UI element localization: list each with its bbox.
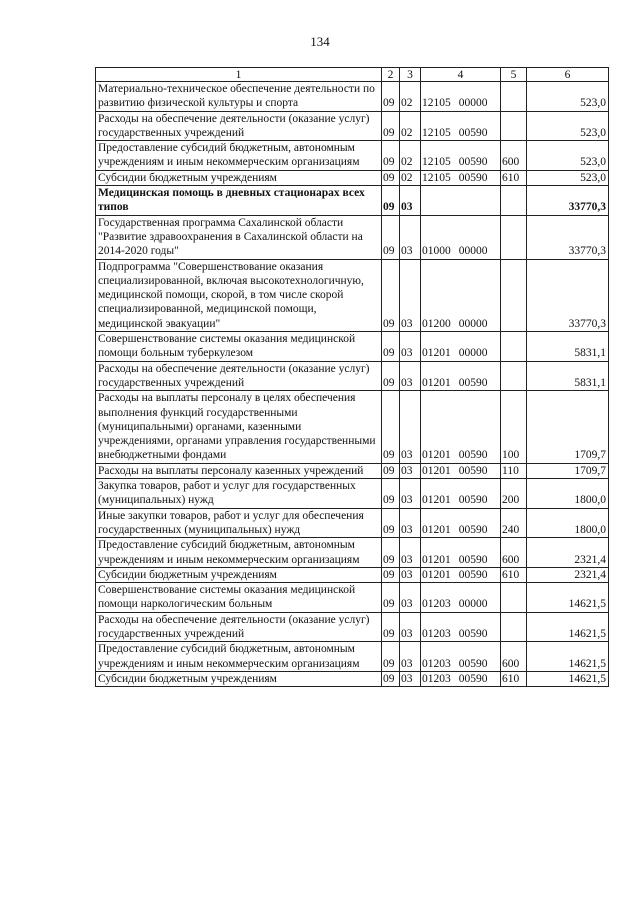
header-cell-4: 4 [421, 68, 501, 82]
row-amount-cell: 14621,5 [527, 612, 609, 642]
row-subsection-cell: 03 [400, 215, 421, 259]
row-expense-type-cell: 610 [501, 567, 527, 582]
row-expense-type-cell [501, 583, 527, 613]
table-row [96, 508, 609, 538]
row-article-cell [421, 508, 501, 538]
row-section-cell: 09 [382, 612, 400, 642]
row-name-cell: Расходы на выплаты персоналу в целях обеспечения выполнения функций государственными (муниципальными) органами, казенными учреждениями, органами управления государственными внебюджетными фондами [96, 391, 382, 463]
table-row [96, 141, 609, 171]
row-section-cell: 09 [382, 332, 400, 362]
article-code-part-2: 00000 [458, 347, 488, 360]
row-subsection-cell: 02 [400, 170, 421, 185]
article-code-part-2: 00590 [458, 627, 488, 640]
row-amount-cell: 5831,1 [527, 361, 609, 391]
row-amount-cell: 2321,4 [527, 567, 609, 582]
table-row [96, 642, 609, 672]
row-name-cell: Расходы на обеспечение деятельности (оказание услуг) государственных учреждений [96, 111, 382, 141]
row-article-cell [421, 186, 501, 216]
row-section-cell: 09 [382, 671, 400, 686]
row-article-cell [421, 361, 501, 391]
row-subsection-cell: 03 [400, 186, 421, 216]
row-amount-cell: 5831,1 [527, 332, 609, 362]
row-section-cell: 09 [382, 215, 400, 259]
row-name-cell: Расходы на обеспечение деятельности (оказание услуг) государственных учреждений [96, 612, 382, 642]
row-section-cell: 09 [382, 111, 400, 141]
table-row [96, 259, 609, 331]
row-section-cell: 09 [382, 186, 400, 216]
article-code-part-1: 01201 [422, 347, 451, 360]
article-code-part-1: 01201 [422, 464, 451, 477]
row-name-cell: Государственная программа Сахалинской области "Развитие здравоохранения в Сахалинской области на 2014-2020 годы" [96, 215, 382, 259]
table-body [96, 82, 609, 687]
table-row [96, 82, 609, 112]
row-expense-type-cell: 200 [501, 479, 527, 509]
row-amount-cell: 1709,7 [527, 463, 609, 478]
article-code-part-1: 01201 [422, 568, 451, 581]
article-code-part-1: 01000 [422, 245, 451, 258]
row-expense-type-cell: 110 [501, 463, 527, 478]
row-name-cell: Совершенствование системы оказания медицинской помощи больным туберкулезом [96, 332, 382, 362]
article-code-part-2: 00590 [458, 376, 488, 389]
article-code-part-1: 01203 [422, 657, 451, 670]
row-article-cell [421, 82, 501, 112]
row-article-cell [421, 567, 501, 582]
row-subsection-cell: 03 [400, 332, 421, 362]
article-code-part-1: 12105 [422, 97, 451, 110]
row-amount-cell: 523,0 [527, 82, 609, 112]
article-code-part-2: 00590 [458, 672, 488, 685]
row-article-cell [421, 583, 501, 613]
row-section-cell: 09 [382, 508, 400, 538]
row-section-cell: 09 [382, 170, 400, 185]
article-code-part-1: 01203 [422, 672, 451, 685]
header-cell-2: 2 [382, 68, 400, 82]
row-name-cell: Материально-техническое обеспечение деятельности по развитию физической культуры и спорта [96, 82, 382, 112]
row-article-cell [421, 391, 501, 463]
row-subsection-cell: 03 [400, 567, 421, 582]
row-name-cell: Предоставление субсидий бюджетным, автономным учреждениям и иным некоммерческим организациям [96, 141, 382, 171]
row-expense-type-cell: 610 [501, 671, 527, 686]
table-row [96, 671, 609, 686]
row-article-cell [421, 479, 501, 509]
article-code-part-1: 12105 [422, 171, 451, 184]
header-cell-5: 5 [501, 68, 527, 82]
article-code-part-2: 00000 [458, 317, 488, 330]
table-row [96, 170, 609, 185]
row-article-cell [421, 538, 501, 568]
table-row [96, 332, 609, 362]
row-name-cell: Субсидии бюджетным учреждениям [96, 170, 382, 185]
article-code-part-2: 00590 [458, 126, 488, 139]
article-code-part-2: 00590 [458, 464, 488, 477]
budget-table [95, 67, 609, 687]
row-name-cell: Предоставление субсидий бюджетным, автономным учреждениям и иным некоммерческим организациям [96, 642, 382, 672]
row-amount-cell: 33770,3 [527, 259, 609, 331]
article-code-part-2: 00000 [458, 598, 488, 611]
header-cell-6: 6 [527, 68, 609, 82]
table-header-row [96, 68, 609, 82]
row-subsection-cell: 03 [400, 508, 421, 538]
row-name-cell: Подпрограмма "Совершенствование оказания специализированной, включая высокотехнологичную, медицинской помощи, скорой, в том числе скорой специализированной, медицинской помощи, медицинской эвакуации" [96, 259, 382, 331]
row-amount-cell: 1709,7 [527, 391, 609, 463]
row-section-cell: 09 [382, 538, 400, 568]
row-amount-cell: 33770,3 [527, 215, 609, 259]
row-article-cell [421, 642, 501, 672]
row-section-cell: 09 [382, 642, 400, 672]
article-code-part-2: 00590 [458, 171, 488, 184]
row-name-cell: Медицинская помощь в дневных стационарах всех типов [96, 186, 382, 216]
table-row [96, 538, 609, 568]
row-amount-cell: 1800,0 [527, 508, 609, 538]
article-code-part-1: 01203 [422, 598, 451, 611]
table-row [96, 391, 609, 463]
article-code-part-1: 12105 [422, 126, 451, 139]
row-name-cell: Предоставление субсидий бюджетным, автономным учреждениям и иным некоммерческим организациям [96, 538, 382, 568]
table-row [96, 186, 609, 216]
article-code-part-2: 00590 [458, 449, 488, 462]
row-section-cell: 09 [382, 479, 400, 509]
article-code-part-1: 01203 [422, 627, 451, 640]
row-section-cell: 09 [382, 391, 400, 463]
article-code-part-2: 00000 [458, 245, 488, 258]
row-subsection-cell: 03 [400, 463, 421, 478]
row-section-cell: 09 [382, 583, 400, 613]
row-amount-cell: 14621,5 [527, 583, 609, 613]
page-number: 134 [310, 34, 330, 49]
article-code-part-2: 00000 [458, 97, 488, 110]
row-section-cell: 09 [382, 141, 400, 171]
table-row [96, 361, 609, 391]
row-amount-cell: 523,0 [527, 141, 609, 171]
row-name-cell: Расходы на выплаты персоналу казенных учреждений [96, 463, 382, 478]
article-code-part-2: 00590 [458, 494, 488, 507]
row-amount-cell: 2321,4 [527, 538, 609, 568]
table-row [96, 567, 609, 582]
article-code-part-1: 01201 [422, 553, 451, 566]
table-row [96, 215, 609, 259]
row-section-cell: 09 [382, 567, 400, 582]
row-article-cell [421, 170, 501, 185]
row-section-cell: 09 [382, 361, 400, 391]
table-row [96, 612, 609, 642]
header-cell-1: 1 [96, 68, 382, 82]
row-expense-type-cell: 610 [501, 170, 527, 185]
row-subsection-cell: 03 [400, 583, 421, 613]
article-code-part-2: 00590 [458, 553, 488, 566]
article-code-part-1: 01201 [422, 449, 451, 462]
row-subsection-cell: 03 [400, 259, 421, 331]
row-name-cell: Субсидии бюджетным учреждениям [96, 567, 382, 582]
row-section-cell: 09 [382, 259, 400, 331]
row-expense-type-cell [501, 259, 527, 331]
article-code-part-1: 12105 [422, 156, 451, 169]
row-amount-cell: 14621,5 [527, 642, 609, 672]
table-row [96, 111, 609, 141]
row-subsection-cell: 03 [400, 671, 421, 686]
row-article-cell [421, 259, 501, 331]
row-amount-cell: 14621,5 [527, 671, 609, 686]
row-subsection-cell: 02 [400, 82, 421, 112]
article-code-part-1: 01200 [422, 317, 451, 330]
row-expense-type-cell [501, 111, 527, 141]
row-expense-type-cell: 600 [501, 141, 527, 171]
row-subsection-cell: 03 [400, 538, 421, 568]
row-name-cell: Закупка товаров, работ и услуг для государственных (муниципальных) нужд [96, 479, 382, 509]
row-name-cell: Иные закупки товаров, работ и услуг для обеспечения государственных (муниципальных) нужд [96, 508, 382, 538]
article-code-part-1: 01201 [422, 376, 451, 389]
row-article-cell [421, 111, 501, 141]
article-code-part-2: 00590 [458, 657, 488, 670]
table-row [96, 479, 609, 509]
table-row [96, 463, 609, 478]
row-article-cell [421, 612, 501, 642]
row-expense-type-cell [501, 332, 527, 362]
row-expense-type-cell [501, 186, 527, 216]
row-expense-type-cell: 600 [501, 538, 527, 568]
row-name-cell: Субсидии бюджетным учреждениям [96, 671, 382, 686]
header-cell-3: 3 [400, 68, 421, 82]
row-article-cell [421, 671, 501, 686]
row-expense-type-cell [501, 215, 527, 259]
row-expense-type-cell: 100 [501, 391, 527, 463]
article-code-part-2: 00590 [458, 568, 488, 581]
row-name-cell: Расходы на обеспечение деятельности (оказание услуг) государственных учреждений [96, 361, 382, 391]
row-subsection-cell: 03 [400, 361, 421, 391]
row-article-cell [421, 215, 501, 259]
article-code-part-2: 00590 [458, 156, 488, 169]
row-expense-type-cell [501, 361, 527, 391]
article-code-part-1: 01201 [422, 494, 451, 507]
row-amount-cell: 523,0 [527, 111, 609, 141]
row-subsection-cell: 03 [400, 391, 421, 463]
row-expense-type-cell [501, 82, 527, 112]
row-subsection-cell: 02 [400, 111, 421, 141]
row-amount-cell: 1800,0 [527, 479, 609, 509]
row-subsection-cell: 02 [400, 141, 421, 171]
row-subsection-cell: 03 [400, 612, 421, 642]
row-amount-cell: 523,0 [527, 170, 609, 185]
article-code-part-1: 01201 [422, 523, 451, 536]
row-section-cell: 09 [382, 82, 400, 112]
row-article-cell [421, 463, 501, 478]
row-expense-type-cell: 600 [501, 642, 527, 672]
row-expense-type-cell: 240 [501, 508, 527, 538]
row-article-cell [421, 141, 501, 171]
row-expense-type-cell [501, 612, 527, 642]
table-row [96, 583, 609, 613]
row-article-cell [421, 332, 501, 362]
article-code-part-2: 00590 [458, 523, 488, 536]
row-subsection-cell: 03 [400, 642, 421, 672]
row-section-cell: 09 [382, 463, 400, 478]
row-name-cell: Совершенствование системы оказания медицинской помощи наркологическим больным [96, 583, 382, 613]
row-subsection-cell: 03 [400, 479, 421, 509]
row-amount-cell: 33770,3 [527, 186, 609, 216]
